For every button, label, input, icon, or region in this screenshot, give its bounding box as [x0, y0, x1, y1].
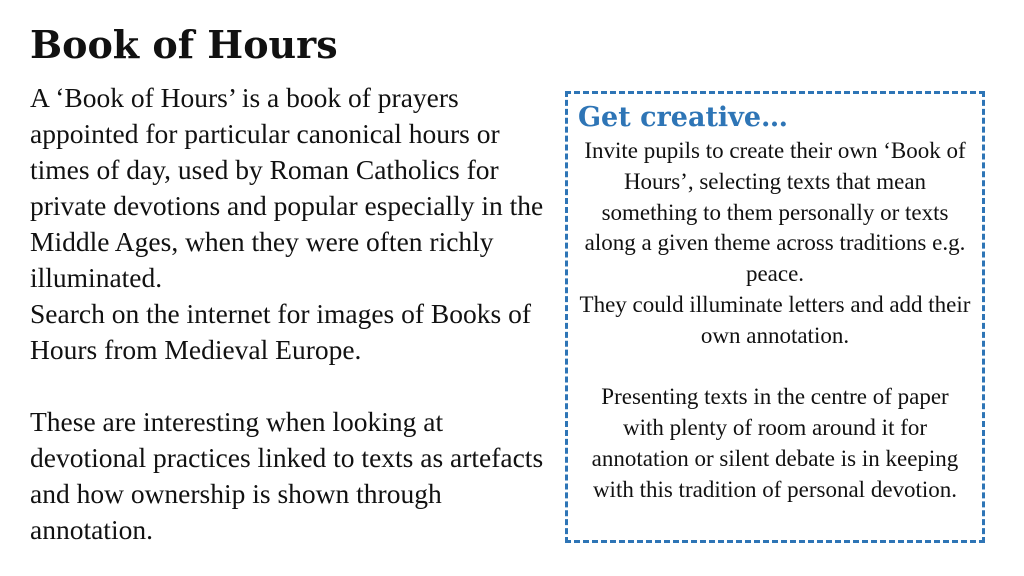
callout-paragraph-presenting: Presenting texts in the centre of paper with plenty of room around it for annotation or silent debate is in keeping with this tradition of personal devotion. [591, 384, 959, 502]
callout-paragraph-invite: Invite pupils to create their own ‘Book of Hours’, selecting texts that mean something to them personally or texts along a given theme across traditions e.g. peace. [584, 138, 966, 287]
callout-heading: Get creative… [578, 102, 789, 133]
callout-body [578, 136, 972, 506]
callout-paragraph-illuminate: They could illuminate letters and add their own annotation. [579, 291, 971, 348]
interest-paragraph: These are interesting when looking at devotional practices linked to texts as artefacts and how ownership is shown through annotation. [30, 406, 544, 545]
get-creative-callout [565, 91, 985, 543]
body-text [30, 80, 560, 548]
slide-title: Book of Hours [30, 22, 338, 67]
search-paragraph: Search on the internet for images of Books of Hours from Medieval Europe. [30, 298, 531, 365]
intro-paragraph: A ‘Book of Hours’ is a book of prayers appointed for particular canonical hours or times of day, used by Roman Catholics for private devotions and popular especially in the Middle Ages, when they were often richly illuminated. [30, 82, 544, 293]
callout-spacer [578, 352, 972, 383]
paragraph-spacer [30, 368, 560, 404]
